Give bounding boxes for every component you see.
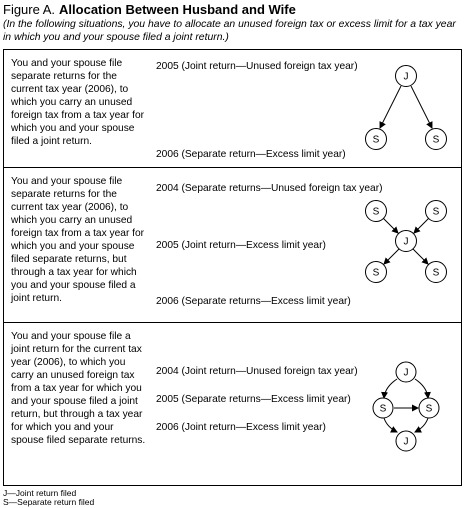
table-row xyxy=(4,50,461,167)
row-description: You and your spouse file a joint return for the current tax year (2006), to which you carry an unused foreign tax from a tax year for which you and your spouse filed a joint return, but through a tax year for which you and your spouse filed separate returns. xyxy=(11,331,146,446)
year-label: 2005 (Joint return—Excess limit year) xyxy=(156,240,326,251)
svg-text:S: S xyxy=(379,403,387,415)
figure-number: Figure A. xyxy=(3,2,56,17)
legend-joint: J—Joint return filed xyxy=(3,488,77,498)
svg-text:J: J xyxy=(403,71,409,83)
year-label: 2006 (Joint return—Excess limit year) xyxy=(156,422,326,433)
figure-heading: Allocation Between Husband and Wife xyxy=(59,2,296,17)
row-description: You and your spouse file separate returns for the current tax year (2006), to which you carry an unused foreign tax from a tax year for which you and your spouse filed separate returns, but through a tax year for which you and your spouse filed a joint return. xyxy=(11,176,145,304)
allocation-diagram xyxy=(366,363,466,463)
separate-node xyxy=(419,398,439,418)
svg-text:J: J xyxy=(403,236,409,248)
joint-node xyxy=(396,362,416,382)
separate-node xyxy=(373,398,393,418)
svg-text:J: J xyxy=(403,436,409,448)
svg-text:S: S xyxy=(372,206,380,218)
allocation-diagram xyxy=(366,201,466,311)
separate-node xyxy=(366,129,387,150)
legend-separate: S—Separate return filed xyxy=(3,497,95,507)
svg-text:S: S xyxy=(372,134,380,146)
year-label: 2005 (Joint return—Unused foreign tax year) xyxy=(156,61,358,72)
year-label: 2006 (Separate return—Excess limit year) xyxy=(156,149,346,160)
separate-node xyxy=(426,262,447,283)
svg-text:S: S xyxy=(432,206,440,218)
separate-node xyxy=(426,129,447,150)
svg-text:S: S xyxy=(432,134,440,146)
svg-text:S: S xyxy=(372,267,380,279)
svg-text:S: S xyxy=(432,267,440,279)
year-label: 2004 (Joint return—Unused foreign tax year) xyxy=(156,366,358,377)
joint-node xyxy=(396,66,417,87)
joint-node xyxy=(396,431,416,451)
allocation-table xyxy=(3,49,462,486)
figure-subtitle: (In the following situations, you have to allocate an unused foreign tax or excess limit for a tax year in which you and your spouse filed a joint return.) xyxy=(3,19,456,43)
table-row xyxy=(4,167,461,323)
year-label: 2005 (Separate returns—Excess limit year) xyxy=(156,394,351,405)
table-row xyxy=(4,322,461,487)
svg-text:S: S xyxy=(425,403,433,415)
svg-text:J: J xyxy=(403,367,409,379)
year-label: 2006 (Separate returns—Excess limit year) xyxy=(156,296,351,307)
year-label: 2004 (Separate returns—Unused foreign tax year) xyxy=(156,183,383,194)
separate-node xyxy=(426,201,447,222)
figure-title xyxy=(3,2,296,17)
separate-node xyxy=(366,262,387,283)
allocation-diagram xyxy=(366,62,466,172)
joint-node xyxy=(396,231,417,252)
separate-node xyxy=(366,201,387,222)
row-description: You and your spouse file separate returns for the current tax year (2006), to which you carry an unused foreign tax from a tax year for which you and your spouse filed a joint return. xyxy=(11,58,145,147)
